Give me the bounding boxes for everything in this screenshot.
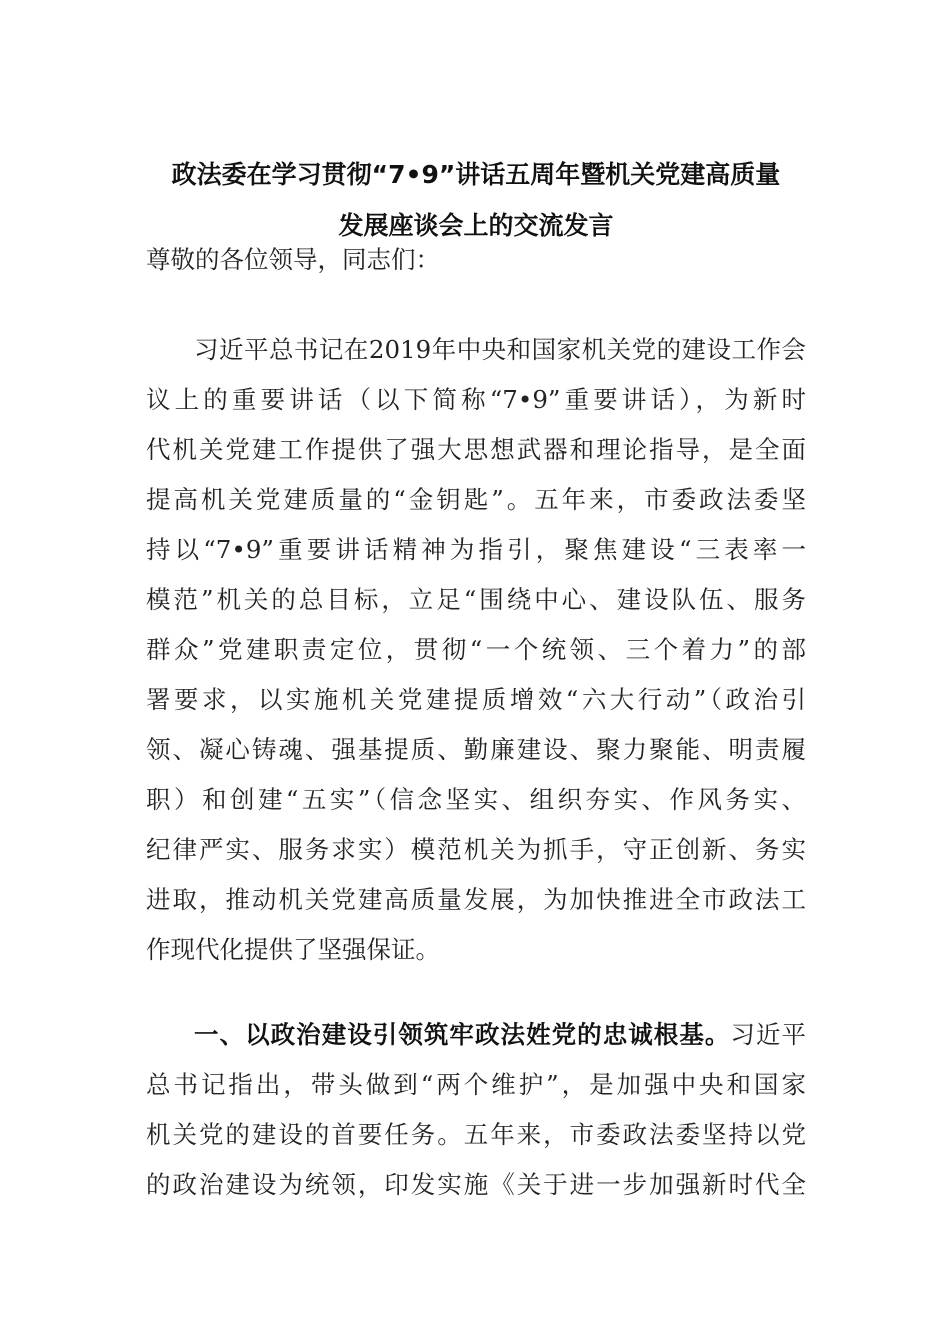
document-title-line-1: 政法委在学习贯彻“7•9”讲话五周年暨机关党建高质量 bbox=[171, 160, 781, 189]
section-1-heading: 一、以政治建设引领筑牢政法姓党的忠诚根基。 bbox=[194, 1020, 731, 1049]
section-1-first-line bbox=[194, 1020, 806, 1050]
paragraph-line: 持以“7•9”重要讲话精神为指引，聚焦建设“三表率一 bbox=[146, 535, 806, 564]
paragraph-line: 机关党的建设的首要任务。五年来，市委政法委坚持以党 bbox=[146, 1120, 806, 1149]
paragraph-line: 进取，推动机关党建高质量发展，为加快推进全市政法工 bbox=[146, 885, 806, 914]
salutation: 尊敬的各位领导，同志们： bbox=[146, 245, 440, 274]
paragraph-line: 纪律严实、服务求实）模范机关为抓手，守正创新、务实 bbox=[146, 835, 806, 864]
paragraph-line: 提高机关党建质量的“金钥匙”。五年来，市委政法委坚 bbox=[146, 485, 806, 514]
paragraph-line: 作现代化提供了坚强保证。 bbox=[146, 935, 440, 964]
paragraph-line: 群众”党建职责定位，贯彻“一个统领、三个着力”的部 bbox=[146, 635, 806, 664]
paragraph-line: 的政治建设为统领，印发实施《关于进一步加强新时代全 bbox=[146, 1170, 806, 1199]
paragraph-line: 领、凝心铸魂、强基提质、勤廉建设、聚力聚能、明责履 bbox=[146, 735, 806, 764]
section-1-text-start: 习近平 bbox=[730, 1020, 807, 1049]
paragraph-line: 习近平总书记在2019年中央和国家机关党的建设工作会 bbox=[194, 335, 806, 364]
paragraph-line: 代机关党建工作提供了强大思想武器和理论指导，是全面 bbox=[146, 435, 806, 464]
paragraph-line: 总书记指出，带头做到“两个维护”，是加强中央和国家 bbox=[146, 1070, 806, 1099]
paragraph-line: 议上的重要讲话（以下简称“7•9”重要讲话），为新时 bbox=[146, 385, 806, 414]
paragraph-line: 职）和创建“五实”（信念坚实、组织夯实、作风务实、 bbox=[146, 785, 806, 814]
paragraph-line: 署要求，以实施机关党建提质增效“六大行动”（政治引 bbox=[146, 685, 806, 714]
paragraph-line: 模范”机关的总目标，立足“围绕中心、建设队伍、服务 bbox=[146, 585, 806, 614]
document-title-line-2: 发展座谈会上的交流发言 bbox=[338, 211, 614, 240]
